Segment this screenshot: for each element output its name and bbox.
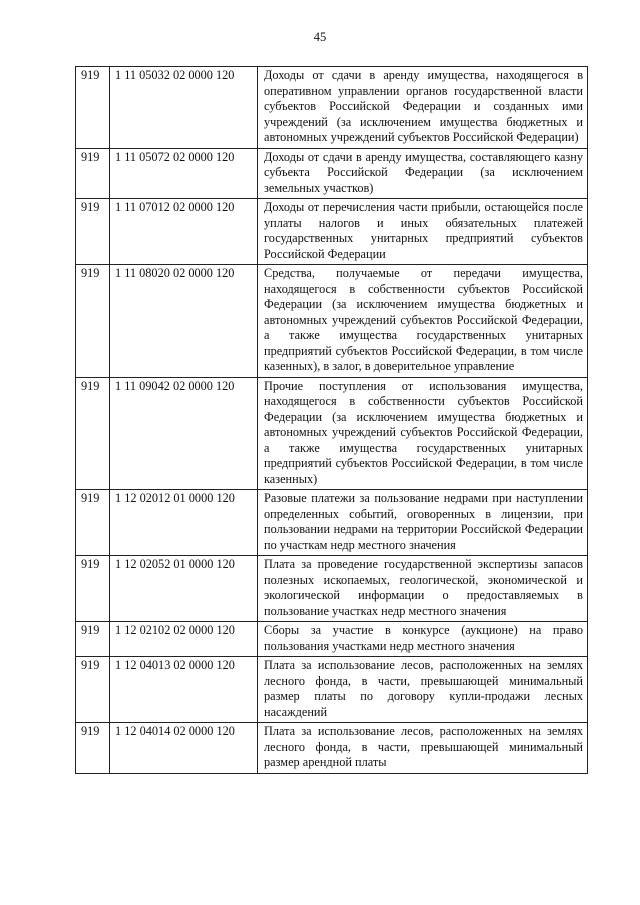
table-row [76, 723, 588, 774]
table-row [76, 377, 588, 490]
budget-code-cell: 1 12 04014 02 0000 120 [110, 723, 258, 774]
table-row [76, 556, 588, 622]
admin-code-cell: 919 [76, 556, 110, 622]
table-row [76, 67, 588, 149]
admin-code-cell: 919 [76, 657, 110, 723]
table-row [76, 657, 588, 723]
budget-code-cell: 1 11 09042 02 0000 120 [110, 377, 258, 490]
budget-code-cell: 1 11 07012 02 0000 120 [110, 199, 258, 265]
revenue-name-cell: Плата за проведение государственной экспертизы запасов полезных ископаемых, геологической, экономической и экологической информации о предоставляемых в пользование участках недр местного значения [258, 556, 588, 622]
table-row [76, 622, 588, 657]
revenue-name-cell: Разовые платежи за пользование недрами при наступлении определенных событий, оговоренных в лицензии, при пользовании недрами на территории Российской Федерации по участкам недр местного значения [258, 490, 588, 556]
budget-code-cell: 1 11 05072 02 0000 120 [110, 148, 258, 199]
admin-code-cell: 919 [76, 490, 110, 556]
revenue-name-cell: Сборы за участие в конкурсе (аукционе) на право пользования участками недр местного значения [258, 622, 588, 657]
revenue-name-cell: Средства, получаемые от передачи имущества, находящегося в собственности субъектов Российской Федерации (за исключением имущества бюджетных и автономных учреждений субъектов Российской Федерации, а также имущества государственных унитарных предприятий субъектов Российской Федерации, в том числе казенных), в залог, в доверительное управление [258, 265, 588, 378]
table-row [76, 265, 588, 378]
admin-code-cell: 919 [76, 148, 110, 199]
table-row [76, 199, 588, 265]
admin-code-cell: 919 [76, 723, 110, 774]
revenue-name-cell: Прочие поступления от использования имущества, находящегося в собственности субъектов Российской Федерации (за исключением имущества бюджетных и автономных учреждений субъектов Российской Федерации, а также имущества государственных унитарных предприятий субъектов Российской Федерации, в том числе казенных) [258, 377, 588, 490]
revenue-name-cell: Доходы от перечисления части прибыли, остающейся после уплаты налогов и иных обязательных платежей государственных унитарных предприятий субъектов Российской Федерации [258, 199, 588, 265]
revenue-name-cell: Доходы от сдачи в аренду имущества, составляющего казну субъекта Российской Федерации (за исключением земельных участков) [258, 148, 588, 199]
admin-code-cell: 919 [76, 199, 110, 265]
revenue-name-cell: Плата за использование лесов, расположенных на землях лесного фонда, в части, превышающей минимальный размер арендной платы [258, 723, 588, 774]
budget-code-cell: 1 12 02052 01 0000 120 [110, 556, 258, 622]
table-row [76, 148, 588, 199]
revenue-name-cell: Доходы от сдачи в аренду имущества, находящегося в оперативном управлении органов государственной власти субъектов Российской Федерации и созданных ими учреждений (за исключением имущества бюджетных и автономных учреждений субъектов Российской Федерации) [258, 67, 588, 149]
budget-code-cell: 1 12 02012 01 0000 120 [110, 490, 258, 556]
admin-code-cell: 919 [76, 377, 110, 490]
budget-code-cell: 1 11 08020 02 0000 120 [110, 265, 258, 378]
revenue-name-cell: Плата за использование лесов, расположенных на землях лесного фонда, в части, превышающей минимальный размер платы по договору купли-продажи лесных насаждений [258, 657, 588, 723]
budget-code-cell: 1 12 02102 02 0000 120 [110, 622, 258, 657]
admin-code-cell: 919 [76, 265, 110, 378]
admin-code-cell: 919 [76, 622, 110, 657]
budget-code-cell: 1 12 04013 02 0000 120 [110, 657, 258, 723]
admin-code-cell: 919 [76, 67, 110, 149]
table-row [76, 490, 588, 556]
revenue-codes-table [75, 66, 588, 774]
budget-code-cell: 1 11 05032 02 0000 120 [110, 67, 258, 149]
page-number: 45 [313, 30, 327, 44]
